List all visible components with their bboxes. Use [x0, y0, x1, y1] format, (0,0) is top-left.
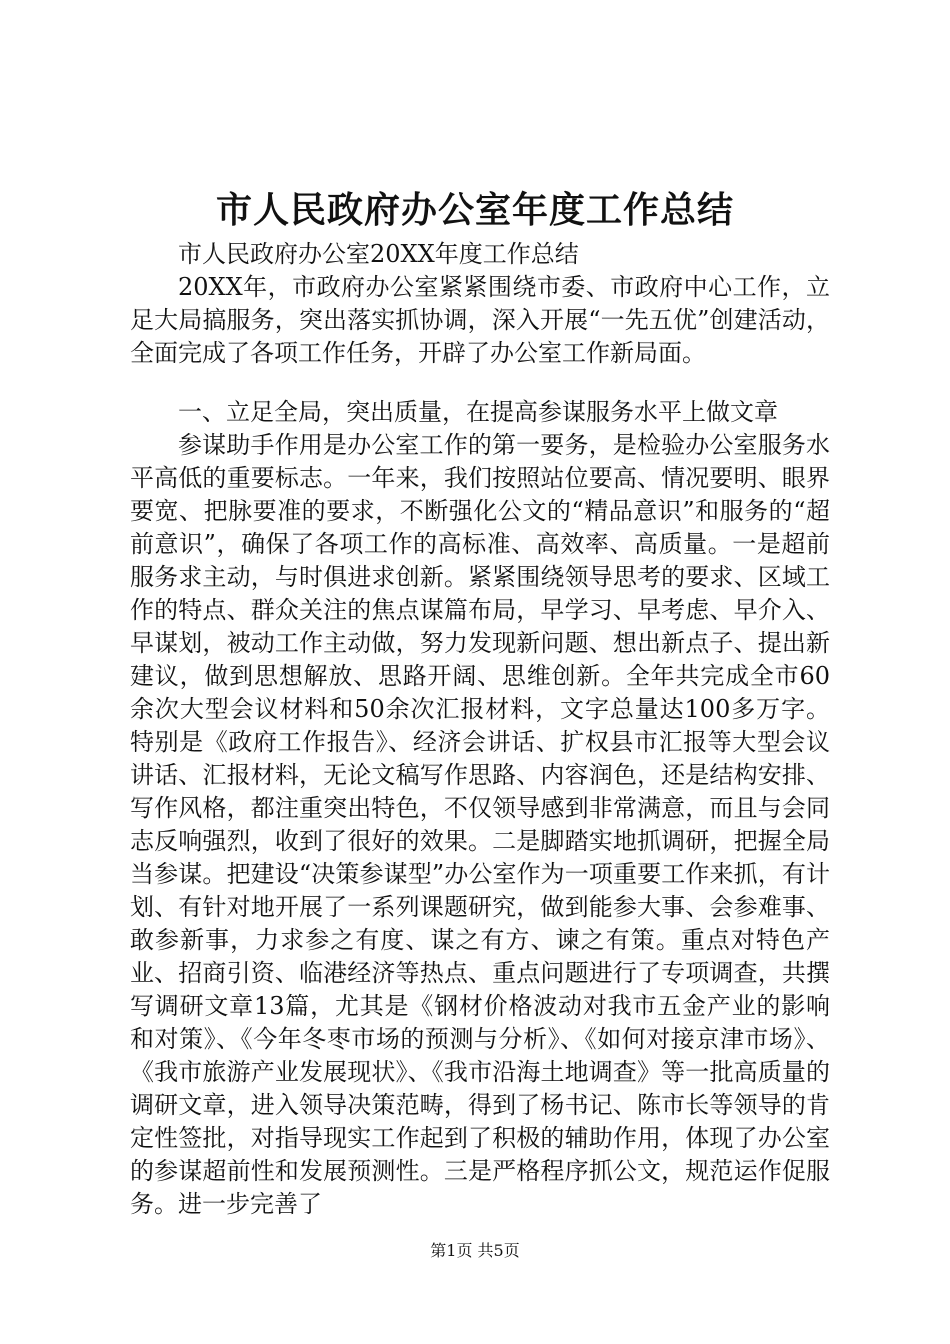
page-footer: 第1页 共5页 [430, 1241, 520, 1260]
subtitle-paragraph: 市人民政府办公室20XX年度工作总结 [178, 240, 579, 268]
document-body [130, 238, 830, 1221]
section-heading: 一、立足全局，突出质量，在提高参谋服务水平上做文章 [178, 398, 778, 426]
intro-paragraph: 20XX年，市政府办公室紧紧围绕市委、市政府中心工作，立足大局搞服务，突出落实抓协调，深入开展“一先五优”创建活动，全面完成了各项工作任务，开辟了办公室工作新局面。 [130, 273, 830, 367]
document-title: 市人民政府办公室年度工作总结 [215, 189, 734, 231]
body-paragraph: 参谋助手作用是办公室工作的第一要务，是检验办公室服务水平高低的重要标志。一年来，我们按照站位要高、情况要明、眼界要宽、把脉要准的要求，不断强化公文的“精品意识”和服务的“超前意识”，确保了各项工作的高标准、高效率、高质量。一是超前服务求主动，与时俱进求创新。紧紧围绕领导思考的要求、区域工作的特点、群众关注的焦点谋篇布局，早学习、早考虑、早介入、早谋划，被动工作主动做，努力发现新问题、想出新点子、提出新建议，做到思想解放、思路开阔、思维创新。全年共完成全市60余次大型会议材料和50余次汇报材料，文字总量达100多万字。特别是《政府工作报告》、经济会讲话、扩权县市汇报等大型会议讲话、汇报材料，无论文稿写作思路、内容润色，还是结构安排、写作风格，都注重突出特色，不仅领导感到非常满意，而且与会同志反响强烈，收到了很好的效果。二是脚踏实地抓调研，把握全局当参谋。把建设“决策参谋型”办公室作为一项重要工作来抓，有计划、有针对地开展了一系列课题研究，做到能参大事、会参难事、敢参新事，力求参之有度、谋之有方、谏之有策。重点对特色产业、招商引资、临港经济等热点、重点问题进行了专项调查，共撰写调研文章13篇，尤其是《钢材价格波动对我市五金产业的影响和对策》、《今年冬枣市场的预测与分析》、《如何对接京津市场》、《我市旅游产业发展现状》、《我市沿海土地调查》等一批高质量的调研文章，进入领导决策范畴，得到了杨书记、陈市长等领导的肯定性签批，对指导现实工作起到了积极的辅助作用，体现了办公室的参谋超前性和发展预测性。三是严格程序抓公文，规范运作促服务。进一步完善了 [130, 431, 830, 1218]
